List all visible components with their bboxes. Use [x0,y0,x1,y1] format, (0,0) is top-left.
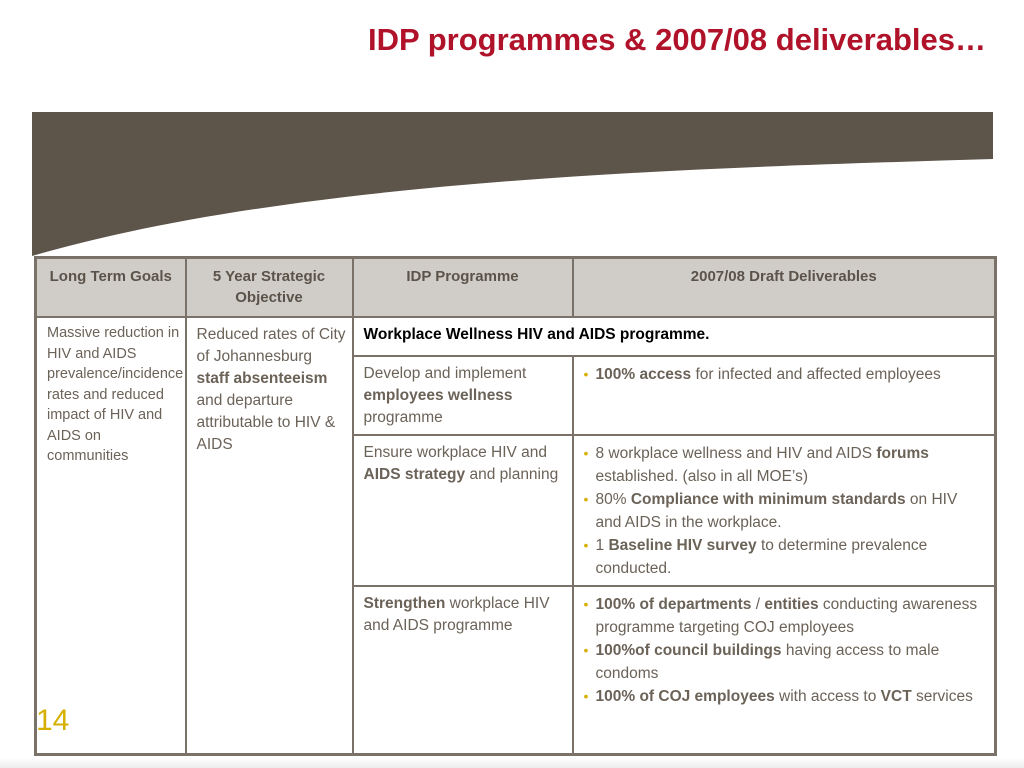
deliverable-text: for infected and affected employees [691,366,941,383]
programme-text: Ensure workplace HIV and [363,444,548,461]
slide-title: IDP programmes & 2007/08 deliverables… [367,22,986,57]
deliverable-text: 8 workplace wellness and HIV and AIDS [595,445,877,462]
programme-cell [353,435,573,586]
deliverable-emphasis-2: entities [764,596,819,613]
deliverable-item [584,685,987,708]
deliverables-list [584,593,987,708]
slide-number: 14 [36,704,70,737]
deliverable-emphasis: 100% of COJ employees [595,688,775,705]
programme-title-cell: Workplace Wellness HIV and AIDS programme. [353,317,996,356]
deliverable-item [584,534,987,580]
bullet-icon: • [583,642,589,658]
long-term-goal-cell: Massive reduction in HIV and AIDS prevalence/incidence rates and reduced impact of HIV and AIDS on communities [36,317,186,754]
objective-text: Reduced rates of City of Johannesburg [196,326,346,365]
deliverable-text-end: to determine prevalence conducted. [595,537,928,577]
programme-emphasis: AIDS strategy [363,466,466,483]
header-strategic-objective: 5 Year Strategic Objective [186,258,353,318]
deliverable-text: 1 [595,537,609,554]
deliverables-cell [573,586,996,754]
deliverable-item [584,593,987,639]
deliverables-list [584,363,987,386]
deliverable-text: 80% [595,491,631,508]
deliverable-item [584,639,987,685]
deliverable-item [584,488,987,534]
bullet-icon: • [583,596,589,612]
deliverable-text-end: established. (also in all MOE’s) [595,468,808,485]
objective-emphasis: staff absenteeism [196,370,328,387]
deliverable-text: / [751,596,765,613]
deliverable-text: with access to [774,688,881,705]
programme-cell [353,356,573,435]
strategic-objective-cell [186,317,353,754]
objective-text-end: and departure attributable to HIV & AIDS [196,392,336,453]
deliverable-text-end: conducting awareness programme targeting COJ employees [595,596,978,636]
deliverable-emphasis-2: VCT [880,688,912,705]
deliverable-text-end: services [911,688,973,705]
programme-text-end: workplace HIV and AIDS programme [363,595,550,634]
deliverable-emphasis: 100% access [595,366,692,383]
deliverables-list [584,442,987,580]
programme-text-end: and planning [465,466,559,483]
programme-emphasis: employees wellness [363,387,513,404]
deliverable-text-end: on HIV and AIDS in the workplace. [595,491,958,531]
header-idp-programme: IDP Programme [353,258,573,318]
deliverable-text-end: having access to male condoms [595,642,940,682]
programme-text-end: programme [363,409,443,426]
programme-emphasis: Strengthen [363,595,446,612]
deliverable-emphasis: Compliance with minimum standards [630,491,906,508]
bottom-bar [0,758,1024,768]
deliverable-item [584,363,987,386]
bullet-icon: • [583,537,589,553]
deliverable-emphasis: 100% of departments [595,596,752,613]
idp-table [34,256,997,756]
deliverable-item [584,442,987,488]
deliverables-cell [573,435,996,586]
table-header-row [36,258,996,318]
bullet-icon: • [583,366,589,382]
decorative-banner [0,0,1024,260]
deliverable-emphasis: forums [876,445,929,462]
bullet-icon: • [583,445,589,461]
header-draft-deliverables: 2007/08 Draft Deliverables [573,258,996,318]
programme-text: Develop and implement [363,365,527,382]
header-long-term-goals: Long Term Goals [36,258,186,318]
deliverable-emphasis: Baseline HIV survey [608,537,757,554]
programme-cell [353,586,573,754]
bullet-icon: • [583,491,589,507]
deliverable-emphasis: 100%of council buildings [595,642,782,659]
bullet-icon: • [583,688,589,704]
deliverables-cell [573,356,996,435]
table-row [36,317,996,356]
